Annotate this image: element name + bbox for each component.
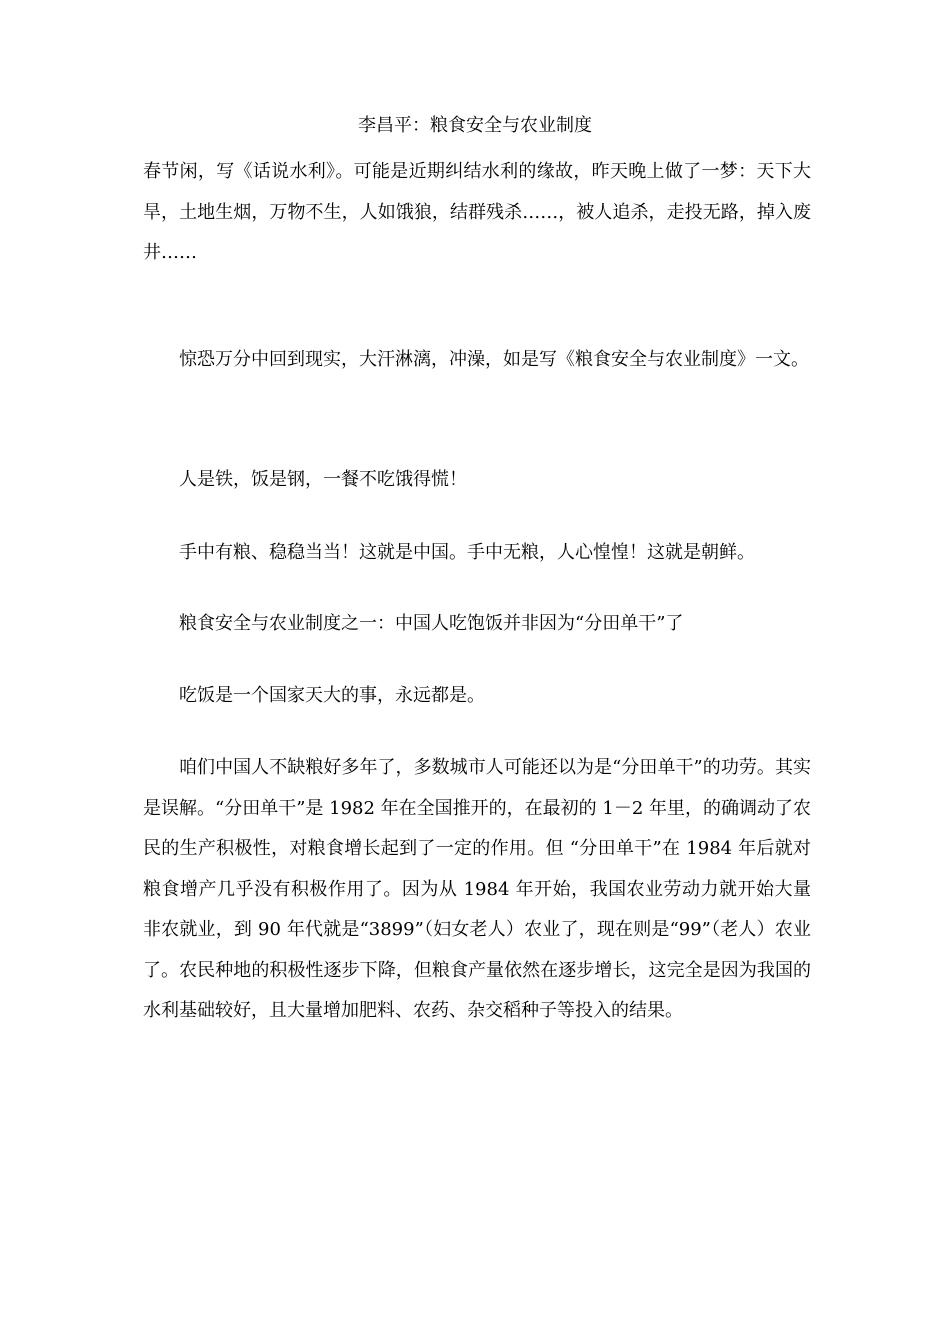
paragraph-grain-in-hand: 手中有粮、稳稳当当！这就是中国。手中无粮，人心惶惶！这就是朝鲜。 — [179, 542, 755, 563]
paragraph-main: 咱们中国人不缺粮好多年了，多数城市人可能还以为是“分田单干”的功劳。其实是误解。“分田单干”是 1982 年在全国推开的，在最初的 1－2 年里，的确调动了农民的生产积极性，对粮食增长起到了一定的作用。但 “分田单干”在 1984 年后就对粮食增产几乎没有积极作用了。因为从 1984 年开始，我国农业劳动力就开始大量非农就业，到 90 年代就是“3899”（妇女老人）农业了，现在则是“99”（老人）农业了。农民种地的积极性逐步下降，但粮食产量依然在逐步增长，这完全是因为我国的水利基础较好，且大量增加肥料、农药、杂交稻种子等投入的结果。 — [143, 757, 812, 1021]
section-heading: 粮食安全与农业制度之一：中国人吃饱饭并非因为“分田单干”了 — [179, 613, 684, 634]
paragraph-eating: 吃饭是一个国家天大的事，永远都是。 — [179, 685, 485, 706]
document-title: 李昌平：粮食安全与农业制度 — [358, 115, 592, 136]
paragraph-dream: 春节闲，写《话说水利》。可能是近期纠结水利的缘故，昨天晚上做了一梦：天下大旱，土地生烟，万物不生，人如饿狼，结群残杀……，被人追杀，走投无路，掉入废井…… — [143, 161, 811, 263]
paragraph-proverb: 人是铁，饭是钢，一餐不吃饿得慌！ — [179, 469, 467, 490]
paragraph-awake: 惊恐万分中回到现实，大汗淋漓，冲澡，如是写《粮食安全与农业制度》一文。 — [179, 349, 809, 370]
